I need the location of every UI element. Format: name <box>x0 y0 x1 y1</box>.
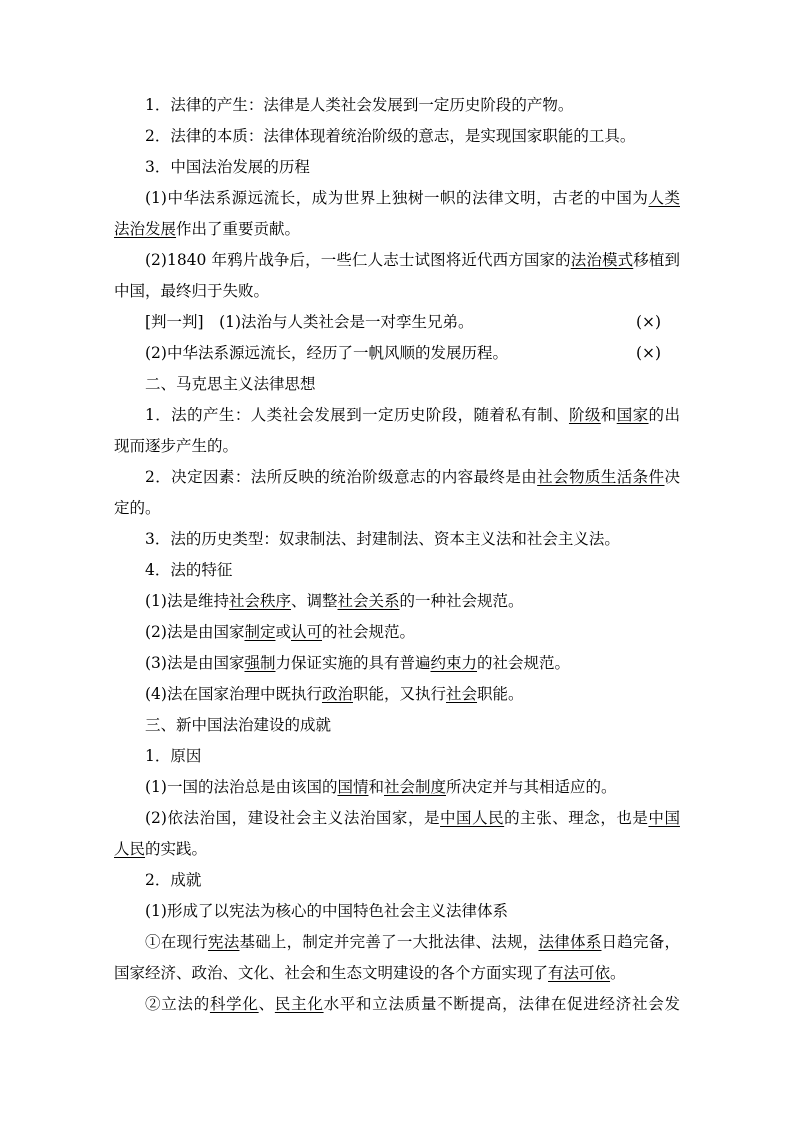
text: 职能。 <box>477 685 524 703</box>
judge-item-2 <box>114 338 680 369</box>
achievement-sub-1 <box>114 927 680 958</box>
text: 2．法律的本质：法律体现着统治阶级的意志，是实现国家职能的工具。 <box>145 127 636 145</box>
text: 或 <box>275 623 291 641</box>
underlined-answer: 有法可依 <box>548 964 611 982</box>
text: 4．法的特征 <box>145 561 233 579</box>
judge-mark: (×) <box>636 344 662 362</box>
underlined-answer: 国家 <box>616 406 649 424</box>
paragraph-determining-factor-cont <box>114 493 680 524</box>
text: 。 <box>610 964 626 982</box>
text: 1．法律的产生：法律是人类社会发展到一定历史阶段的产物。 <box>145 96 574 114</box>
achievement-sub-2 <box>114 989 680 1020</box>
text: (1)形成了以宪法为核心的中国特色社会主义法律体系 <box>145 902 508 920</box>
text: 基础上，制定并完善了一大批法律、法规， <box>239 933 539 951</box>
reason-item-2-cont <box>114 834 680 865</box>
heading-reasons <box>114 741 680 772</box>
text: 的一种社会规范。 <box>399 592 524 610</box>
heading-achievements <box>114 865 680 896</box>
text: 2．成就 <box>145 871 202 889</box>
section-heading-achievements <box>114 710 680 741</box>
text: 决 <box>664 468 680 486</box>
text: 所决定并与其相适应的。 <box>446 778 617 796</box>
text: 作出了重要贡献。 <box>176 220 301 238</box>
underlined-answer: 社会关系 <box>337 592 400 610</box>
underlined-answer: 阶级 <box>568 406 601 424</box>
section-heading-marxist-law <box>114 369 680 400</box>
judge-text: [判一判] (1)法治与人类社会是一对孪生兄弟。 <box>145 313 474 331</box>
underlined-answer: 人民 <box>114 840 146 858</box>
feature-item-1 <box>114 586 680 617</box>
text: 2．决定因素：法所反映的统治阶级意志的内容最终是由 <box>145 468 538 486</box>
reason-item-2 <box>114 803 680 834</box>
underlined-answer: 政治 <box>321 685 353 703</box>
text: 职能，又执行 <box>352 685 446 703</box>
text: (1)中华法系源远流长，成为世界上独树一帜的法律文明，古老的中国为 <box>145 189 649 207</box>
text: 的实践。 <box>145 840 208 858</box>
text: 的出 <box>648 406 680 424</box>
text: (1)法是维持 <box>145 592 229 610</box>
judge-item-1 <box>114 307 680 338</box>
text: 移植到 <box>633 251 680 269</box>
text: 的社会规范。 <box>322 623 416 641</box>
text: (2)法是由国家 <box>145 623 245 641</box>
text: 、调整 <box>290 592 338 610</box>
paragraph-law-emergence-cont <box>114 431 680 462</box>
underlined-answer: 法律体系 <box>538 933 602 951</box>
underlined-answer: 法治模式 <box>570 251 634 269</box>
text: 力保证实施的具有普遍 <box>275 654 431 672</box>
underlined-answer: 社会制度 <box>384 778 447 796</box>
text: 日趋完备， <box>601 933 680 951</box>
text: 1．原因 <box>145 747 202 765</box>
text: 的社会规范。 <box>477 654 571 672</box>
paragraph-opium-war <box>114 245 680 276</box>
text: (1)一国的法治总是由该国的 <box>145 778 338 796</box>
paragraph-opium-war-cont <box>114 276 680 307</box>
document-page <box>114 90 680 1020</box>
heading-law-features <box>114 555 680 586</box>
underlined-answer: 人类 <box>648 189 680 207</box>
reason-item-1 <box>114 772 680 803</box>
text: (2)依法治国，建设社会主义法治国家，是 <box>145 809 441 827</box>
text: 、 <box>258 995 275 1013</box>
heading-rule-of-law-history <box>114 152 680 183</box>
underlined-answer: 强制 <box>244 654 276 672</box>
text: 和 <box>600 406 617 424</box>
underlined-answer: 宪法 <box>207 933 240 951</box>
text: 3．法的历史类型：奴隶制法、封建制法、资本主义法和社会主义法。 <box>145 530 620 548</box>
paragraph-law-origin <box>114 90 680 121</box>
underlined-answer: 认可 <box>291 623 323 641</box>
text: (2)1840 年鸦片战争后，一些仁人志士试图将近代西方国家的 <box>145 251 571 269</box>
judge-mark: (×) <box>636 313 662 331</box>
paragraph-chinese-legal-system-cont <box>114 214 680 245</box>
text: 二、马克思主义法律思想 <box>145 375 316 393</box>
underlined-answer: 中国人民 <box>440 809 505 827</box>
underlined-answer: 社会秩序 <box>228 592 291 610</box>
text: 三、新中国法治建设的成就 <box>145 716 332 734</box>
text: 3．中国法治发展的历程 <box>145 158 310 176</box>
paragraph-law-essence <box>114 121 680 152</box>
underlined-answer: 社会 <box>446 685 478 703</box>
text: 国家经济、政治、文化、社会和生态文明建设的各个方面实现了 <box>114 964 549 982</box>
text: ②立法的 <box>145 995 210 1013</box>
text: 定的。 <box>114 499 161 517</box>
text: ①在现行 <box>145 933 208 951</box>
paragraph-determining-factor <box>114 462 680 493</box>
achievement-item-1 <box>114 896 680 927</box>
underlined-answer: 社会物质生活条件 <box>537 468 665 486</box>
underlined-answer: 中国 <box>648 809 680 827</box>
underlined-answer: 法治发展 <box>114 220 177 238</box>
text: 和 <box>368 778 384 796</box>
text: 的主张、理念，也是 <box>504 809 649 827</box>
achievement-sub-1-cont <box>114 958 680 989</box>
underlined-answer: 约束力 <box>430 654 478 672</box>
text: (3)法是由国家 <box>145 654 245 672</box>
underlined-answer: 民主化 <box>274 995 324 1013</box>
feature-item-3 <box>114 648 680 679</box>
judge-text: (2)中华法系源远流长，经历了一帆风顺的发展历程。 <box>145 344 508 362</box>
underlined-answer: 制定 <box>244 623 276 641</box>
paragraph-chinese-legal-system <box>114 183 680 214</box>
paragraph-historical-types <box>114 524 680 555</box>
feature-item-4 <box>114 679 680 710</box>
paragraph-law-emergence <box>114 400 680 431</box>
underlined-answer: 国情 <box>337 778 369 796</box>
underlined-answer: 科学化 <box>209 995 259 1013</box>
text: 中国，最终归于失败。 <box>114 282 270 300</box>
text: 水平和立法质量不断提高，法律在促进经济社会发 <box>323 995 680 1013</box>
text: 1．法的产生：人类社会发展到一定历史阶段，随着私有制、 <box>145 406 569 424</box>
text: 现而逐步产生的。 <box>114 437 239 455</box>
text: (4)法在国家治理中既执行 <box>145 685 322 703</box>
feature-item-2 <box>114 617 680 648</box>
